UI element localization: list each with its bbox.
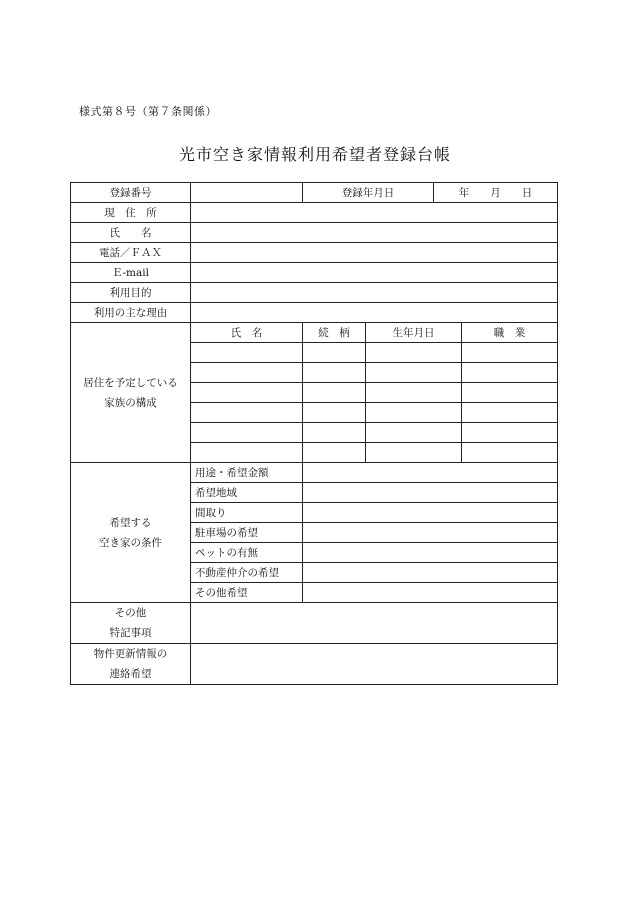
family-name-cell[interactable] (191, 343, 303, 363)
update-contact-field[interactable] (191, 644, 558, 685)
family-occupation-cell[interactable] (462, 363, 558, 383)
condition-parking-label: 駐車場の希望 (191, 523, 303, 543)
family-birthdate-cell[interactable] (366, 423, 462, 443)
family-occupation-cell[interactable] (462, 383, 558, 403)
family-label-line1: 居住を予定している (83, 376, 178, 389)
purpose-field[interactable] (191, 283, 558, 303)
row-registration-number (71, 183, 558, 203)
row-address (71, 203, 558, 223)
condition-usage-price-field[interactable] (303, 463, 558, 483)
condition-area-field[interactable] (303, 483, 558, 503)
condition-parking-field[interactable] (303, 523, 558, 543)
condition-usage-price-label: 用途・希望金額 (191, 463, 303, 483)
family-header-row (71, 323, 558, 343)
condition-pets-field[interactable] (303, 543, 558, 563)
document-title: 光市空き家情報利用希望者登録台帳 (178, 145, 451, 164)
conditions-label (71, 463, 191, 603)
family-relation-cell[interactable] (303, 363, 366, 383)
row-name (71, 223, 558, 243)
row-other-remarks (71, 603, 558, 644)
family-header-name: 氏 名 (191, 323, 303, 343)
family-occupation-cell[interactable] (462, 343, 558, 363)
row-phone-fax (71, 243, 558, 263)
other-remarks-field[interactable] (191, 603, 558, 644)
purpose-label: 利用目的 (71, 283, 191, 303)
update-label-line1: 物件更新情報の (93, 648, 168, 660)
family-relation-cell[interactable] (303, 423, 366, 443)
conditions-label-line2: 空き家の条件 (99, 536, 162, 549)
family-relation-cell[interactable] (303, 343, 366, 363)
row-email (71, 263, 558, 283)
name-label: 氏 名 (71, 223, 191, 243)
email-label: Ｅ-mail (71, 263, 191, 283)
condition-other-field[interactable] (303, 583, 558, 603)
phone-fax-label: 電話／ＦＡＸ (71, 243, 191, 263)
registration-number-label: 登録番号 (71, 183, 191, 203)
update-label-line2: 連絡希望 (109, 668, 152, 680)
condition-row (71, 463, 558, 483)
registration-date-label: 登録年月日 (303, 183, 434, 203)
family-relation-cell[interactable] (303, 403, 366, 423)
family-birthdate-cell[interactable] (366, 343, 462, 363)
family-occupation-cell[interactable] (462, 423, 558, 443)
family-name-cell[interactable] (191, 423, 303, 443)
condition-area-label: 希望地域 (191, 483, 303, 503)
address-field[interactable] (191, 203, 558, 223)
family-relation-cell[interactable] (303, 443, 366, 463)
condition-layout-field[interactable] (303, 503, 558, 523)
family-header-birthdate: 生年月日 (366, 323, 462, 343)
registration-number-field[interactable] (191, 183, 303, 203)
family-birthdate-cell[interactable] (366, 363, 462, 383)
family-birthdate-cell[interactable] (366, 403, 462, 423)
family-name-cell[interactable] (191, 363, 303, 383)
other-label-line1: その他 (114, 607, 147, 619)
main-reason-label: 利用の主な理由 (71, 303, 191, 323)
family-occupation-cell[interactable] (462, 443, 558, 463)
condition-layout-label: 間取り (191, 503, 303, 523)
conditions-label-line1: 希望する (109, 516, 152, 529)
row-update-contact (71, 644, 558, 685)
family-birthdate-cell[interactable] (366, 383, 462, 403)
family-composition-label (71, 323, 191, 463)
email-field[interactable] (191, 263, 558, 283)
condition-broker-label: 不動産仲介の希望 (191, 563, 303, 583)
condition-broker-field[interactable] (303, 563, 558, 583)
family-birthdate-cell[interactable] (366, 443, 462, 463)
family-header-relation: 続 柄 (303, 323, 366, 343)
form-number: 様式第８号（第７条関係） (79, 105, 217, 118)
family-name-cell[interactable] (191, 403, 303, 423)
main-reason-field[interactable] (191, 303, 558, 323)
name-field[interactable] (191, 223, 558, 243)
row-purpose (71, 283, 558, 303)
family-occupation-cell[interactable] (462, 403, 558, 423)
family-label-line2: 家族の構成 (104, 396, 157, 409)
row-main-reason (71, 303, 558, 323)
condition-pets-label: ペットの有無 (191, 543, 303, 563)
registration-date-field[interactable]: 年 月 日 (434, 183, 558, 203)
other-label-line2: 特記事項 (109, 627, 152, 639)
family-relation-cell[interactable] (303, 383, 366, 403)
address-label: 現 住 所 (71, 203, 191, 223)
registration-table (70, 182, 558, 685)
phone-fax-field[interactable] (191, 243, 558, 263)
other-remarks-label (71, 603, 191, 644)
update-contact-label (71, 644, 191, 685)
family-header-occupation: 職 業 (462, 323, 558, 343)
condition-other-label: その他希望 (191, 583, 303, 603)
family-name-cell[interactable] (191, 443, 303, 463)
family-name-cell[interactable] (191, 383, 303, 403)
